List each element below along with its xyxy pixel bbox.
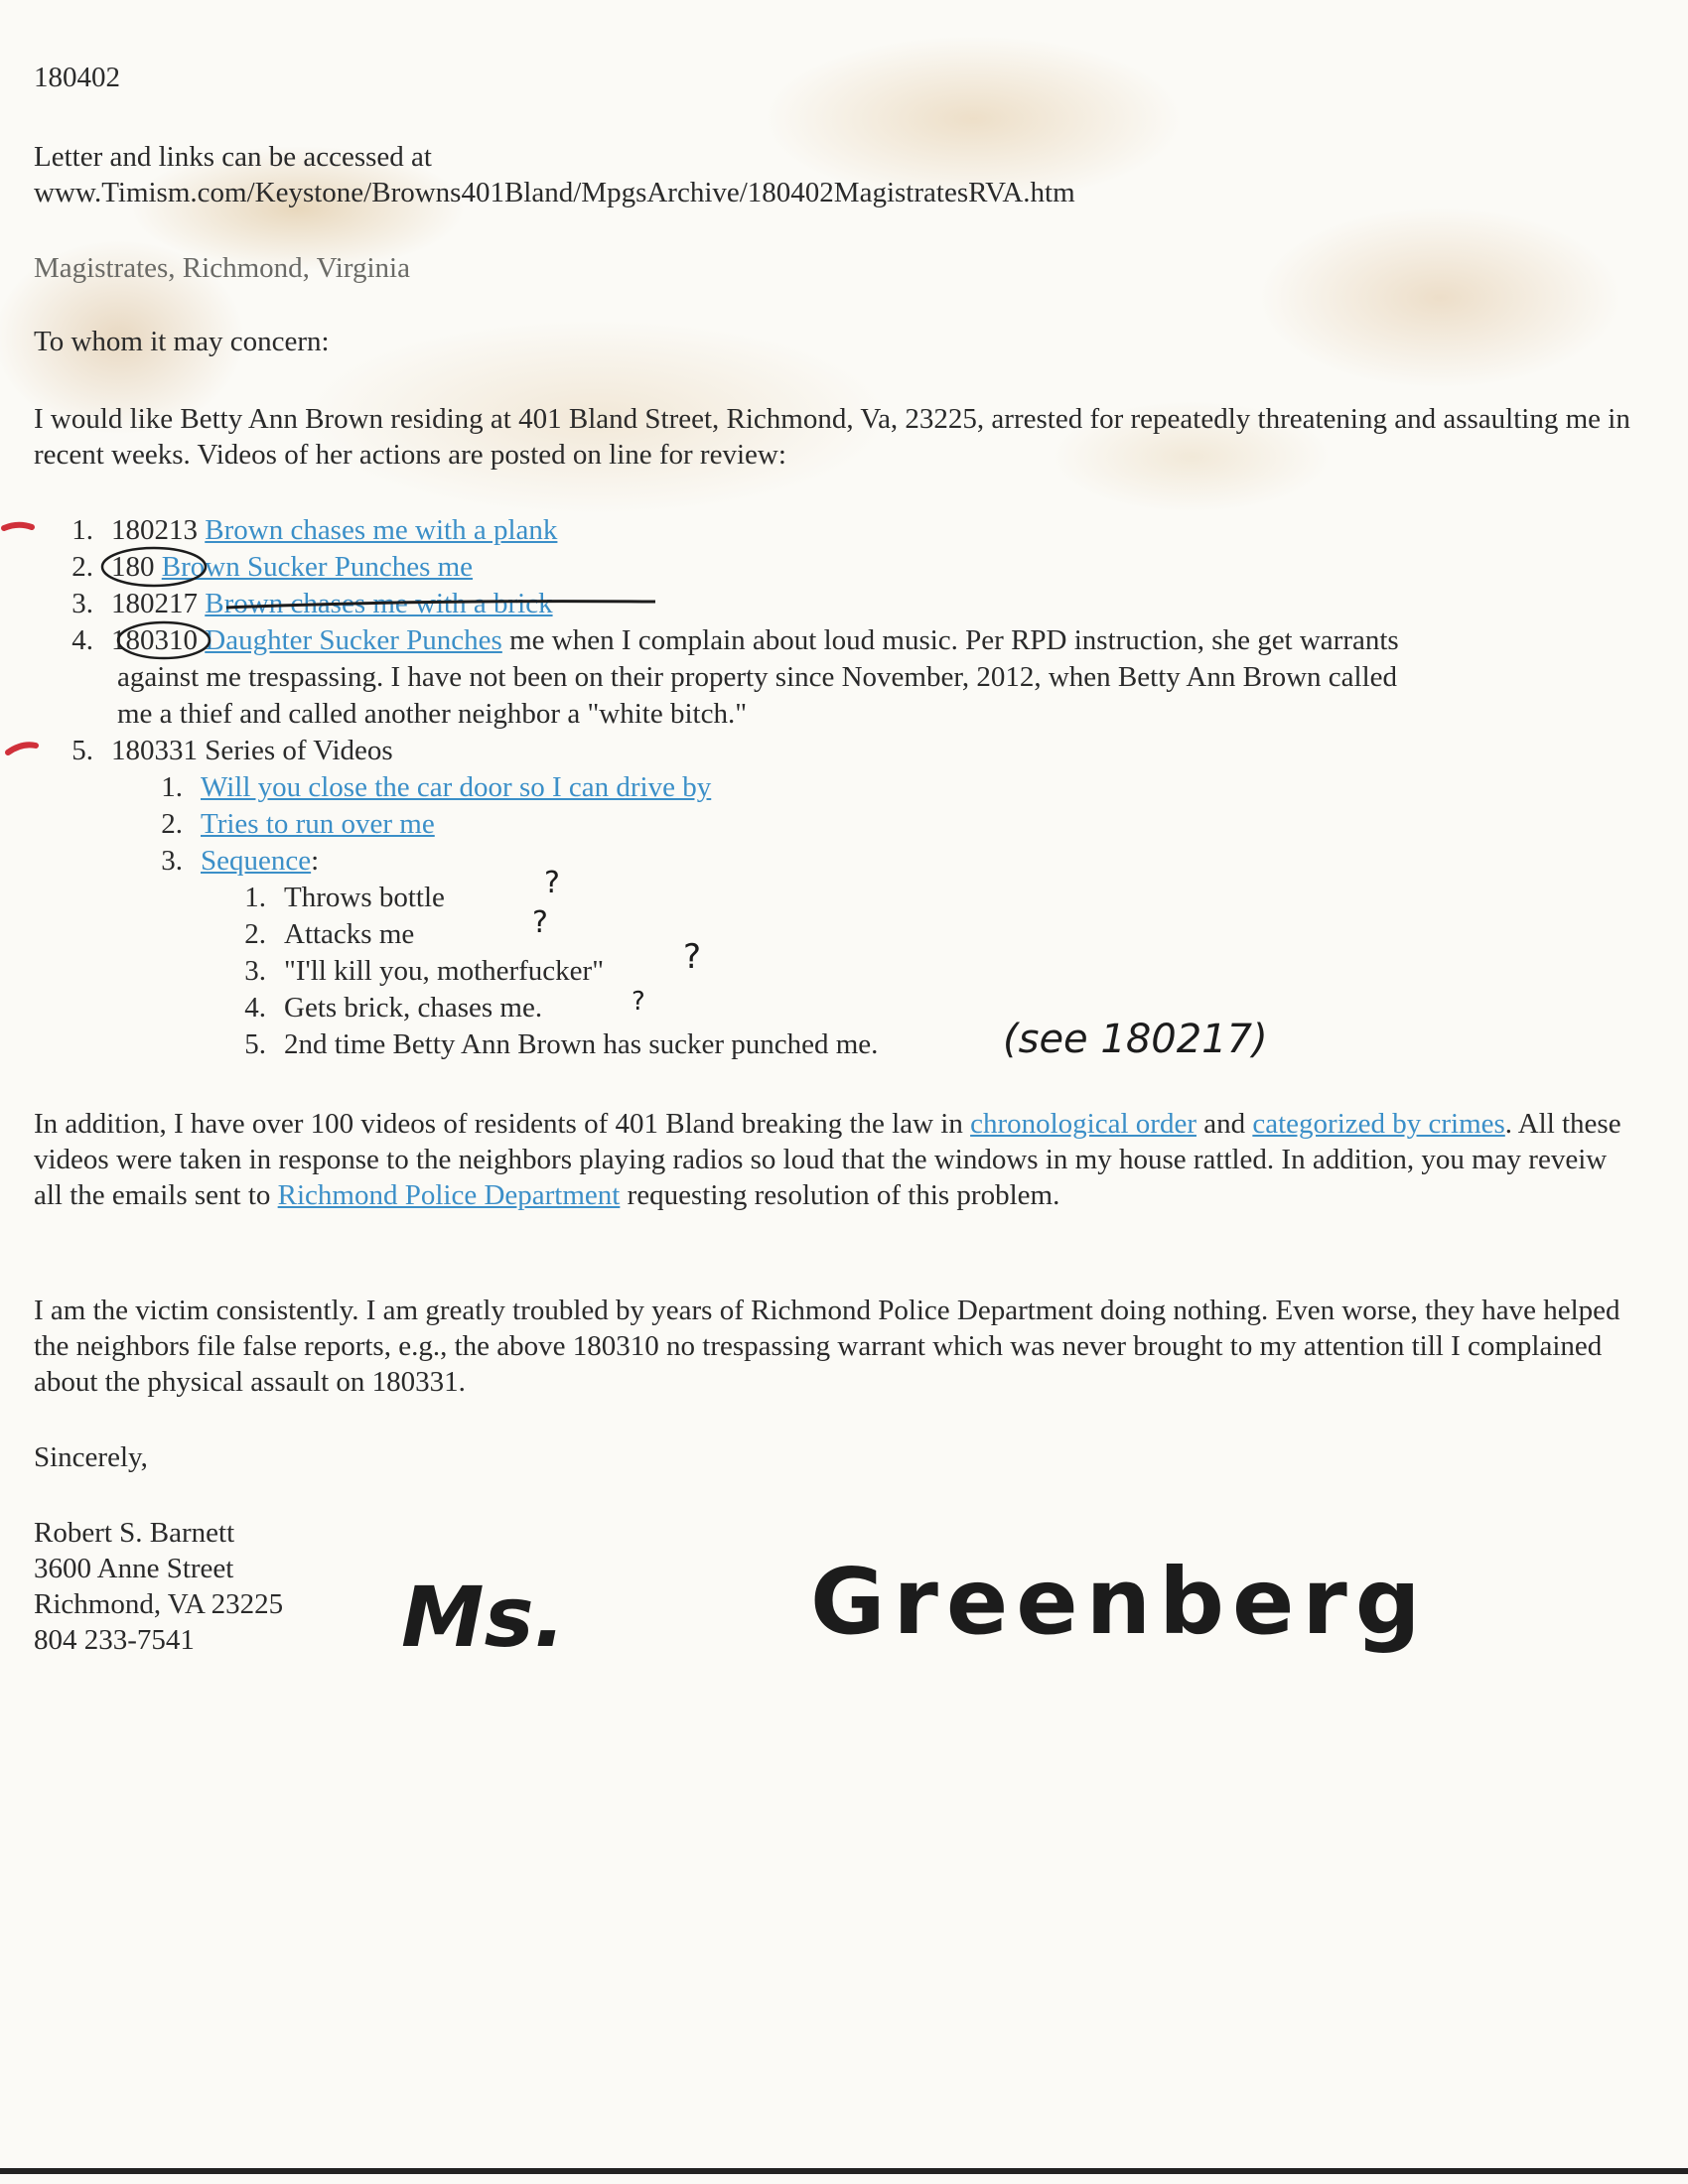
sequence-item: 3. "I'll kill you, motherfucker" xyxy=(244,955,605,987)
circle-annotation xyxy=(102,548,206,586)
sequence-item: 2. Attacks me xyxy=(244,918,415,950)
sub-list-item: 3. Sequence: xyxy=(161,845,320,877)
circle-annotation xyxy=(118,622,210,658)
signature-street: 3600 Anne Street xyxy=(34,1553,234,1584)
sequence-item: 1. Throws bottle xyxy=(244,882,445,913)
video-link-car-door[interactable]: Will you close the car door so I can drive by xyxy=(201,771,712,803)
handwritten-question-mark: ? xyxy=(683,937,702,977)
list-item-continuation: me a thief and called another neighbor a "white bitch." xyxy=(117,698,748,730)
video-link-run-over[interactable]: Tries to run over me xyxy=(201,808,435,840)
list-item: 5. 180331 Series of Videos xyxy=(71,735,393,766)
sub-list-item: 2. Tries to run over me xyxy=(161,808,435,840)
signature-phone: 804 233-7541 xyxy=(34,1624,195,1656)
handwritten-question-mark: ? xyxy=(532,905,548,940)
video-code: 180 xyxy=(111,551,155,583)
video-link-plank[interactable]: Brown chases me with a plank xyxy=(205,514,558,546)
list-item: 2. 180 Brown Sucker Punches me xyxy=(71,551,474,583)
red-pen-mark xyxy=(4,525,32,528)
signature-city: Richmond, VA 23225 xyxy=(34,1588,284,1620)
recipient-line: Magistrates, Richmond, Virginia xyxy=(34,252,410,284)
paragraph-victim: I am the victim consistently. I am greatly troubled by years of Richmond Police Department doing nothing. Even worse, they have helped the neighbors file false reports, e.g., the above 180310 no trespassing warrant which was never brought to my attention till I complained about the physical assault on 180331. xyxy=(34,1295,1620,1398)
video-code: 180213 xyxy=(111,514,198,546)
link-categorized-by-crimes[interactable]: categorized by crimes xyxy=(1252,1108,1505,1140)
handwritten-title: Ms. xyxy=(401,1569,566,1666)
video-code: 180217 xyxy=(111,588,198,619)
video-code: 180310 xyxy=(111,624,198,656)
sequence-item: 5. 2nd time Betty Ann Brown has sucker punched me. xyxy=(244,1028,879,1060)
video-link-sequence[interactable]: Sequence xyxy=(201,845,312,877)
paragraph-videos: In addition, I have over 100 videos of residents of 401 Bland breaking the law in chronological order and categorized by crimes. All these videos were taken in response to the neighbors playing radios so loud that the windows in my house rattled. In addition, you may reveiw all the emails sent to Richmond Police Department requesting resolution of this problem. xyxy=(34,1108,1621,1211)
salutation: To whom it may concern: xyxy=(34,326,330,357)
sub-list-item: 1. Will you close the car door so I can drive by xyxy=(161,771,712,803)
signature-name: Robert S. Barnett xyxy=(34,1517,235,1549)
handwritten-question-mark: ? xyxy=(632,987,645,1017)
list-item: 4. 180310 Daughter Sucker Punches me when I complain about loud music. Per RPD instruction, she get warrants xyxy=(71,624,1399,656)
intro-paragraph: I would like Betty Ann Brown residing at 401 Bland Street, Richmond, Va, 23225, arrested for repeatedly threatening and assaulting me in recent weeks. Videos of her actions are posted on line for review: xyxy=(34,403,1630,471)
video-link-sucker-punches[interactable]: Brown Sucker Punches me xyxy=(161,551,474,583)
closing: Sincerely, xyxy=(34,1441,148,1473)
strike-through-line xyxy=(226,602,655,608)
sequence-item: 4. Gets brick, chases me. xyxy=(244,992,543,1024)
red-pen-mark xyxy=(8,745,36,752)
link-chronological-order[interactable]: chronological order xyxy=(970,1108,1196,1140)
letter-url: www.Timism.com/Keystone/Browns401Bland/MpgsArchive/180402MagistratesRVA.htm xyxy=(34,177,1075,208)
video-link-brick[interactable]: Brown chases me with a brick xyxy=(205,588,553,619)
list-item: 3. 180217 Brown chases me with a brick xyxy=(71,588,553,619)
handwritten-note-see: (see 180217) xyxy=(1003,1017,1268,1062)
access-line: Letter and links can be accessed at xyxy=(34,141,432,173)
letter-date: 180402 xyxy=(34,62,120,93)
handwritten-question-mark: ? xyxy=(544,866,560,900)
page-edge xyxy=(0,2168,1688,2174)
list-item-continuation: against me trespassing. I have not been on their property since November, 2012, when Betty Ann Brown called xyxy=(117,661,1398,693)
link-richmond-police-department[interactable]: Richmond Police Department xyxy=(277,1179,621,1211)
list-item: 1. 180213 Brown chases me with a plank xyxy=(71,514,558,546)
video-link-daughter[interactable]: Daughter Sucker Punches xyxy=(205,624,502,656)
handwritten-name: Greenberg xyxy=(810,1549,1429,1655)
